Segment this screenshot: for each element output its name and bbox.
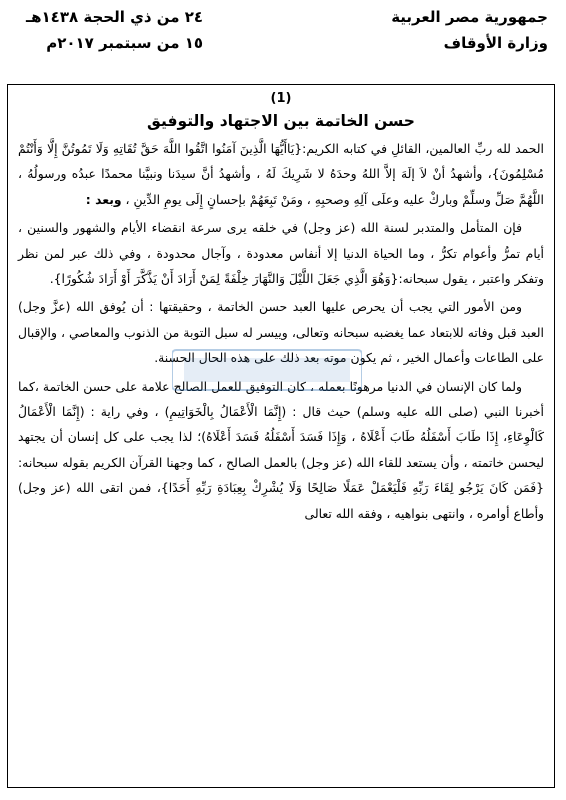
sermon-title: حسن الخاتمة بين الاجتهاد والتوفيق bbox=[147, 112, 415, 130]
document-header bbox=[14, 4, 552, 68]
sermon-number: (1) bbox=[270, 91, 292, 106]
sermon-frame bbox=[7, 84, 555, 788]
date-block bbox=[26, 4, 203, 56]
opening-paragraph bbox=[18, 136, 544, 212]
paragraph-good-ending: ومن الأمور التي يجب أن يحرص عليها العبد حسن الخاتمة ، وحقيقتها : أن يُوفق الله (عزَّ وجل) العبد قبل وفاته للابتعاد عما يغضبه سبحانه وتعالى، وييسر له سبل التوبة من الذنوب والمعاصي ، والإقبال على الطاعات وأعمال الخير ، ثم يكون موته بعد ذلك على هذه الحال الحسنة. bbox=[18, 299, 544, 366]
hijri-date: ٢٤ من ذي الحجة ١٤٣٨هـ bbox=[26, 8, 204, 26]
issuer-block bbox=[391, 4, 548, 56]
paragraph-deeds: ولما كان الإنسان في الدنيا مرهونًا بعمله ، كان التوفيق للعمل الصالح علامة على حسن الخاتمة ،كما أخبرنا النبي (صلى الله عليه وسلم) حيث قال : (إِنَّمَا الْأَعْمَالُ بِالْخَوَاتِيمِ) ، وفي راية : (إِنَّمَا الْأَعْمَالُ كَالْوِعَاءِ، إِذَا طَابَ أَسْفَلُهُ طَابَ أَعْلَاهُ ، وَإِذَا فَسَدَ أَسْفَلُهُ فَسَدَ أَعْلَاهُ)؛ لذا يجب على كل إنسان أن يجتهد ليحسن خاتمته ، وأن يستعد للقاء الله (عز وجل) بالعمل الصالح ، كما وجهنا القرآن الكريم بقوله سبحانه: {فَمَن كَانَ يَرْجُو لِقَاءَ رَبِّهِ فَلْيَعْمَلْ عَمَلًا صَالِحًا وَلَا يُشْرِكْ بِعِبَادَةِ رَبِّهِ أَحَدًا}، فمن اتقى الله (عز وجل) وأطاع أوامره ، وانتهى بنواهيه ، وفقه الله تعالى bbox=[18, 378, 544, 521]
paragraph-time: فإن المتأمل والمتدبر لسنة الله (عز وجل) في خلقه يرى سرعة انقضاء الأيام والشهور والسنين ، أيام تمرُّ وأعوام تكرُّ ، وما الحياة الدنيا إلا أنفاس معدودة ، وآجال محدودة ، وفي ذلك عبر لمن نظر وتفكر واعتبر ، يقول سبحانه:{وَهُوَ الَّذِي جَعَلَ اللَّيْلَ وَالنَّهَارَ خِلْفَةً لِمَنْ أَرَادَ أَنْ يَذَّكَّرَ أَوْ أَرَادَ شُكُورًا}. bbox=[18, 220, 544, 287]
opening-text: الحمد لله ربِّ العالمين، القائلِ في كتابه الكريم:{يَاأَيُّهَا الَّذِينَ آمَنُوا اتَّقُوا اللَّهَ حَقَّ تُقَاتِهِ وَلَا تَمُوتُنَّ إِلَّا وَأَنْتُمْ مُسْلِمُونَ}، وأشهدُ أنْ لاَ إلَهَ إلاَّ اللهُ وحدَهُ لا شَرِيكَ لَهُ ، وأشهدُ أنَّ سيدَنا ونبيَّنا محمدًا عبدُه ورسولُهُ ، اللَّهُمَّ صَلِّ وسلِّمْ وباركْ عليه وعلَى آلِهِ وصحبِهِ ، ومَنْ تَبِعَهُمْ بإحسانٍ إِلَى يومِ الدِّينِ ، bbox=[18, 141, 544, 207]
gregorian-date: ١٥ من سبتمبر ٢٠١٧م bbox=[46, 34, 204, 52]
ministry-name: وزارة الأوقاف bbox=[443, 34, 548, 52]
country-name: جمهورية مصر العربية bbox=[391, 8, 548, 26]
wa-baad-label: وبعد : bbox=[85, 191, 122, 207]
